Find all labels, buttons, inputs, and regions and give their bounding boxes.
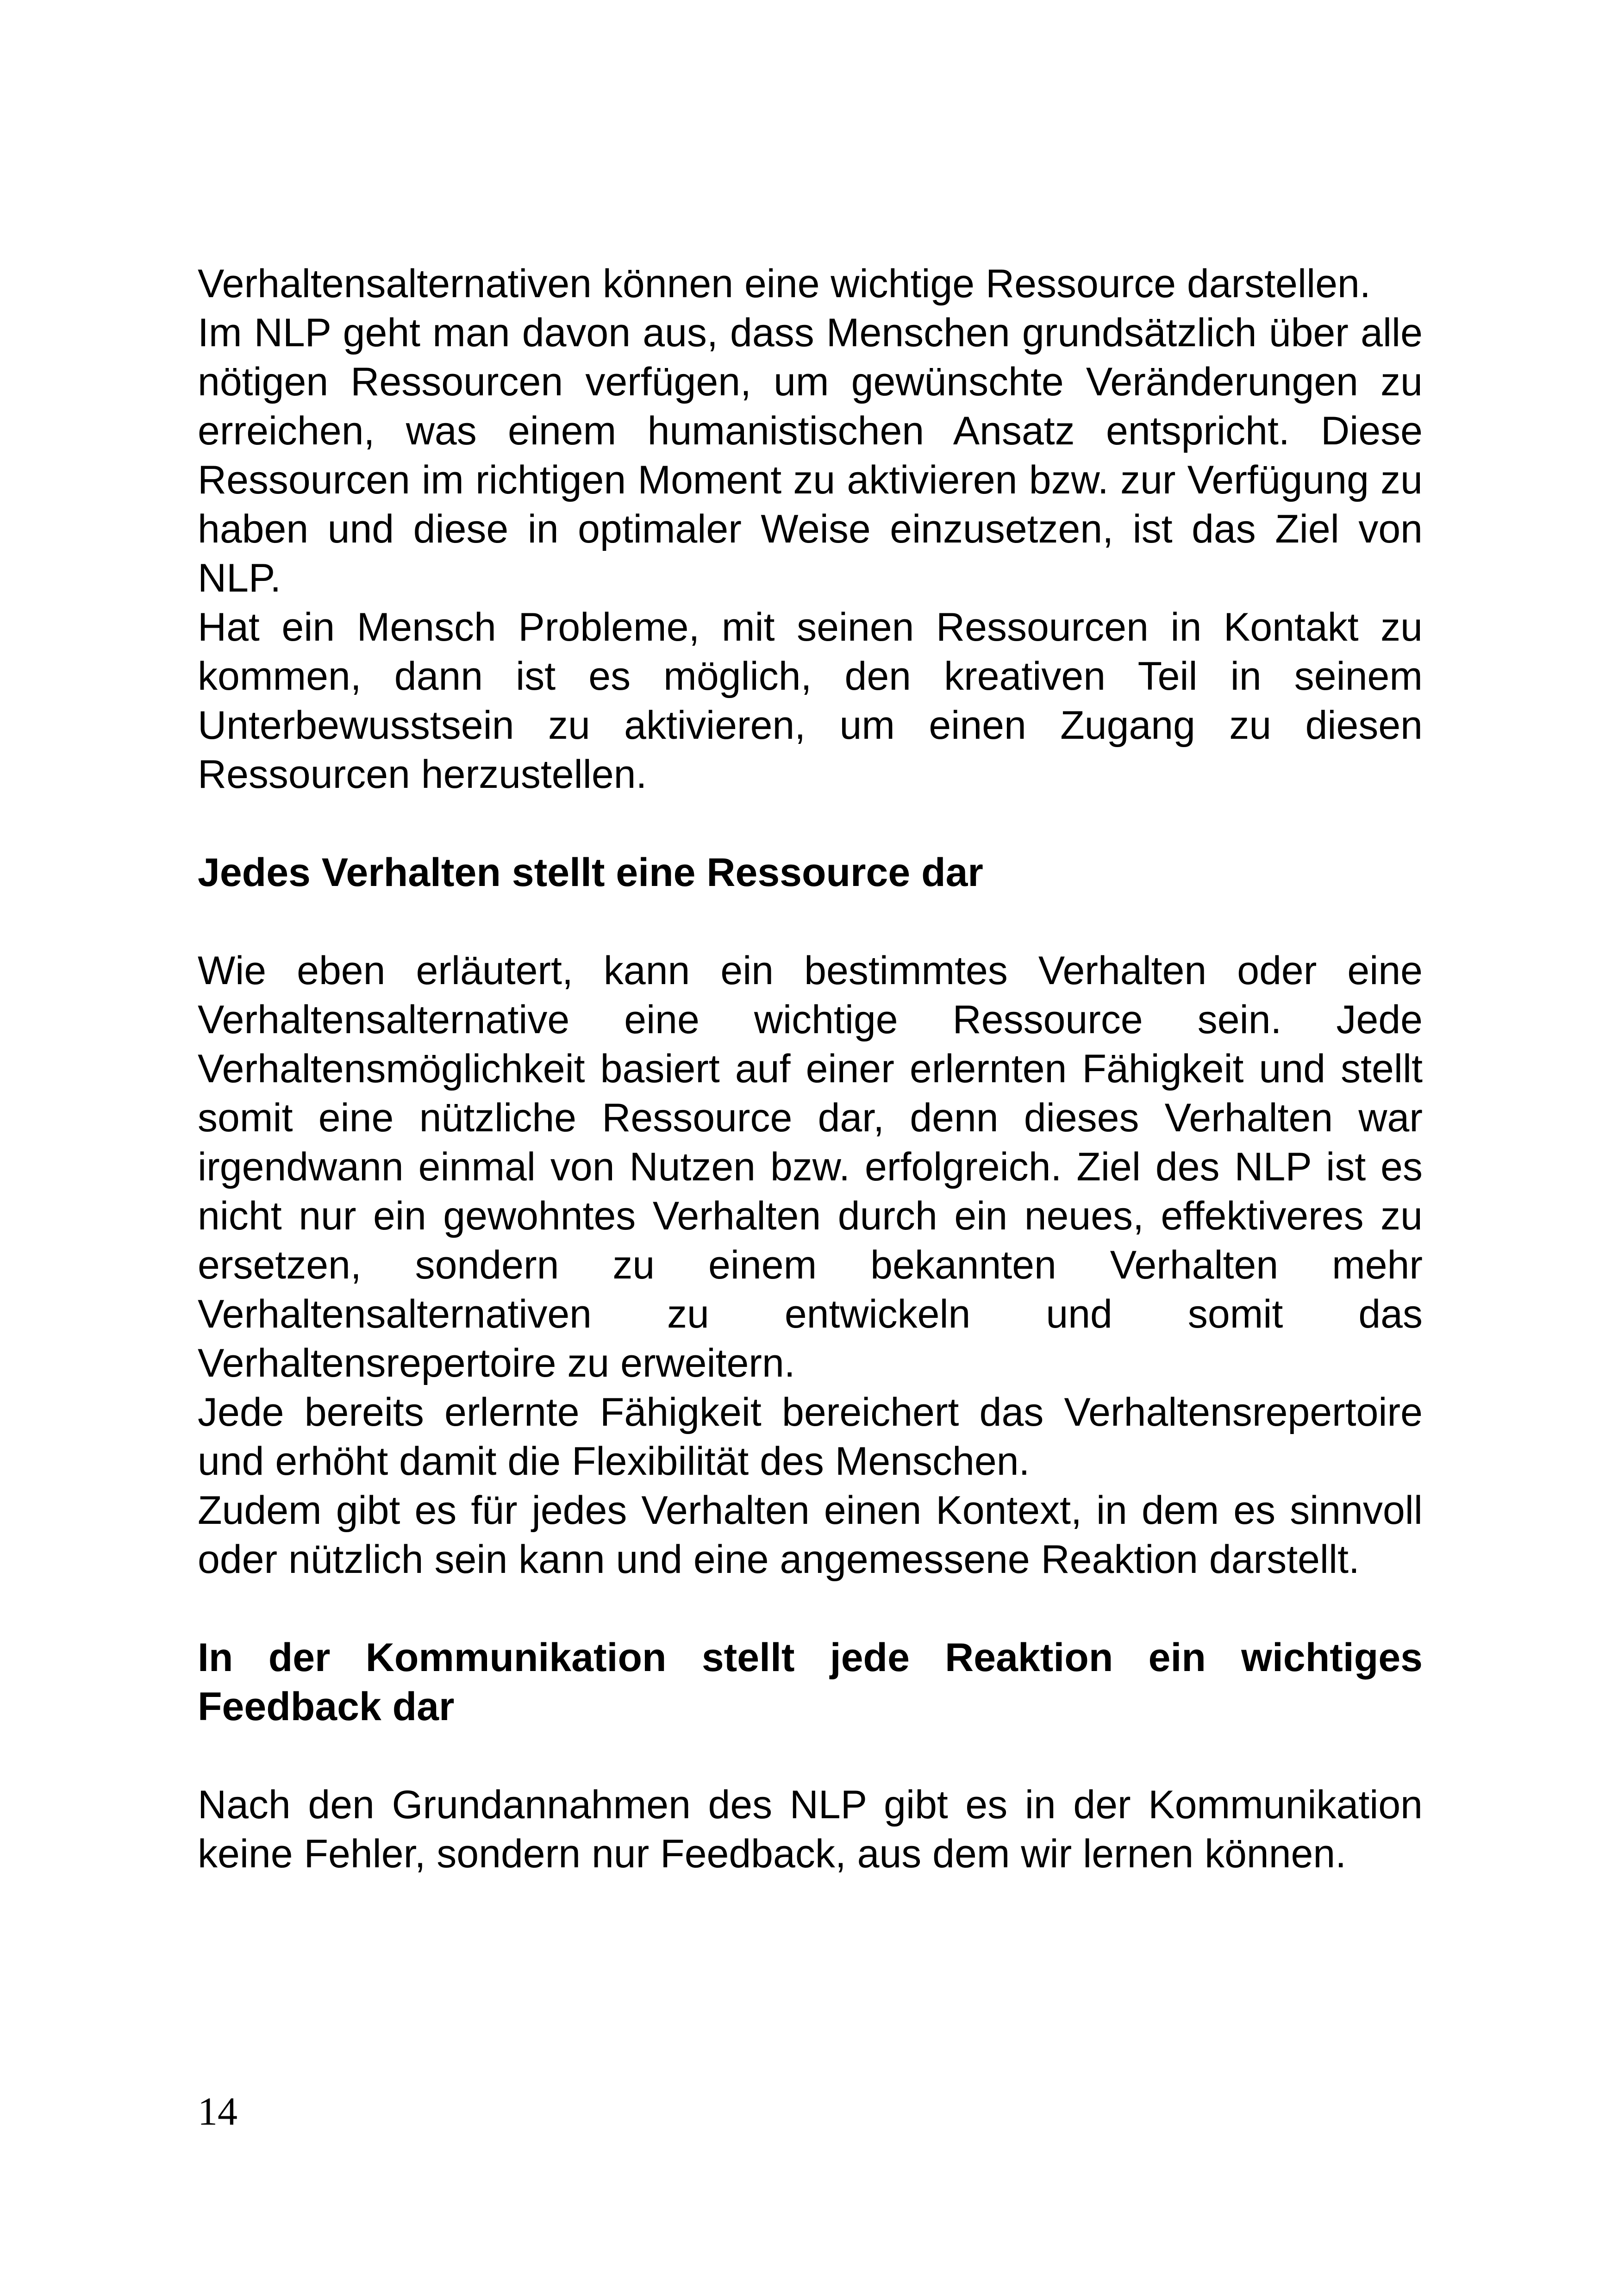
section-heading: Jedes Verhalten stellt eine Ressource dar — [198, 850, 983, 895]
spacer — [198, 799, 1423, 848]
spacer — [198, 897, 1423, 946]
paragraph: Hat ein Mensch Probleme, mit seinen Ressourcen in Kontakt zu kommen, dann ist es möglich, den kreativen Teil in seinem Unterbewusstsein zu aktivieren, um einen Zugang zu diesen Ressourcen herzustellen. — [198, 605, 1423, 797]
paragraph: Im NLP geht man davon aus, dass Menschen grundsätzlich über alle nötigen Ressourcen verfügen, um gewünschte Veränderungen zu erreichen, was einem humanistischen Ansatz entspricht. Diese Ressourcen im richtigen Moment zu aktivieren bzw. zur Verfügung zu haben und diese in optimaler Weise einzusetzen, ist das Ziel von NLP. — [198, 311, 1423, 600]
paragraph: Wie eben erläutert, kann ein bestimmtes Verhalten oder eine Verhaltensalternative eine wichtige Ressource sein. Jede Verhaltensmöglichkeit basiert auf einer erlernten Fähigkeit und stellt somit eine nützliche Ressource dar, denn dieses Verhalten war irgendwann einmal von Nutzen bzw. erfolgreich. Ziel des NLP ist es nicht nur ein gewohntes Verhalten durch ein neues, effektiveres zu ersetzen, sondern zu einem bekannten Verhalten mehr Verhaltensalternativen zu entwickeln und somit das Verhaltensrepertoire zu erweitern. — [198, 948, 1423, 1385]
paragraph: Nach den Grundannahmen des NLP gibt es in der Kommunikation keine Fehler, sondern nur Feedback, aus dem wir lernen können. — [198, 1783, 1423, 1876]
spacer — [198, 1731, 1423, 1780]
paragraph: Jede bereits erlernte Fähigkeit bereichert das Verhaltensrepertoire und erhöht damit die Flexibilität des Menschen. — [198, 1390, 1423, 1484]
paragraph: Zudem gibt es für jedes Verhalten einen Kontext, in dem es sinnvoll oder nützlich sein kann und eine angemessene Reaktion darstellt. — [198, 1488, 1423, 1582]
page-body — [198, 259, 1423, 1878]
paragraph: Verhaltensalternativen können eine wichtige Ressource darstellen. — [198, 262, 1371, 306]
spacer — [198, 1584, 1423, 1633]
page-number: 14 — [198, 2089, 237, 2133]
section-heading: In der Kommunikation stellt jede Reaktion ein wichtiges Feedback dar — [198, 1635, 1423, 1729]
